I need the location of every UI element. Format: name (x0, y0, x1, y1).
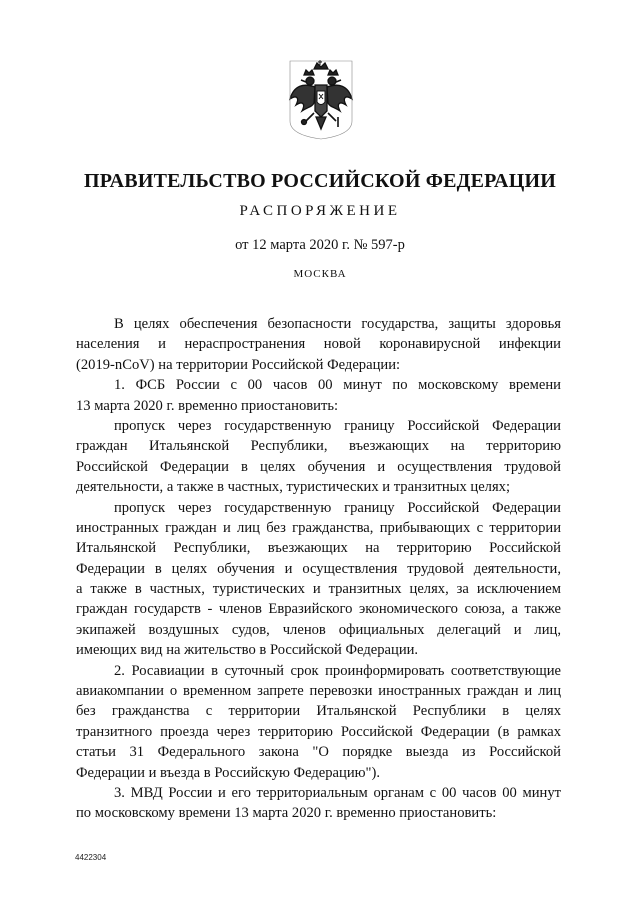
document-type: РАСПОРЯЖЕНИЕ (239, 203, 401, 219)
text-line: граждан государств - членов Евразийского экономического союза, а также (76, 601, 561, 618)
text-line: статьи 31 Федерального закона "О порядке выезда из Российской (76, 744, 561, 761)
text-line: пропуск через государственную границу Российской Федерации (114, 499, 561, 516)
text-line: 2. Росавиации в суточный срок проинформировать соответствующие (114, 662, 561, 679)
text-line: а также в частных, туристических и транзитных целях, за исключением (76, 581, 561, 598)
text-line: экипажей воздушных судов, членов официальных делегаций и лиц, (76, 621, 561, 638)
text-line: Российской Федерации в целях обучения и осуществления трудовой (76, 458, 561, 475)
text-line: деятельности, а также в частных, туристических и транзитных целях; (76, 479, 511, 496)
text-line: пропуск через государственную границу Российской Федерации (114, 417, 561, 434)
text-line: Итальянской Республики, въезжающих на территорию Российской (76, 540, 561, 557)
text-line: (2019-nCoV) на территории Российской Федерации: (76, 356, 401, 373)
document-code: 4422304 (75, 853, 107, 862)
text-line: Федерации в целях обучения и осуществления трудовой деятельности, (76, 560, 561, 577)
text-line: граждан Итальянской Республики, въезжающих на территорию (76, 438, 561, 455)
text-line: населения и нераспространения новой коронавирусной инфекции (76, 336, 561, 353)
issuer-title: ПРАВИТЕЛЬСТВО РОССИЙСКОЙ ФЕДЕРАЦИИ (84, 170, 556, 192)
text-line: по московскому времени 13 марта 2020 г. временно приостановить: (76, 805, 497, 822)
text-line: 3. МВД России и его территориальным органам с 00 часов 00 минут (114, 784, 561, 801)
text-line: транзитного проезда через территорию Российской Федерации (в рамках (76, 723, 561, 740)
text-line: авиакомпании о временном запрете перевозки иностранных граждан и лиц (76, 683, 561, 700)
document-place: МОСКВА (293, 268, 347, 280)
text-line: имеющих вид на жительство в Российской Федерации. (76, 642, 419, 659)
text-line: В целях обеспечения безопасности государства, защиты здоровья (114, 316, 561, 332)
text-line: без гражданства с территории Итальянской Республики в целях (76, 703, 561, 720)
text-line: 13 марта 2020 г. временно приостановить: (76, 397, 339, 414)
text-line: иностранных граждан и лиц без гражданства, прибывающих с территории (76, 519, 561, 536)
document-date-number: от 12 марта 2020 г. № 597-р (235, 237, 405, 253)
document-body (76, 314, 561, 824)
russian-coat-of-arms-icon (286, 55, 356, 141)
text-line: 1. ФСБ России с 00 часов 00 минут по московскому времени (114, 377, 561, 394)
text-line: Федерации и въезда в Российскую Федерацию"). (76, 764, 381, 781)
